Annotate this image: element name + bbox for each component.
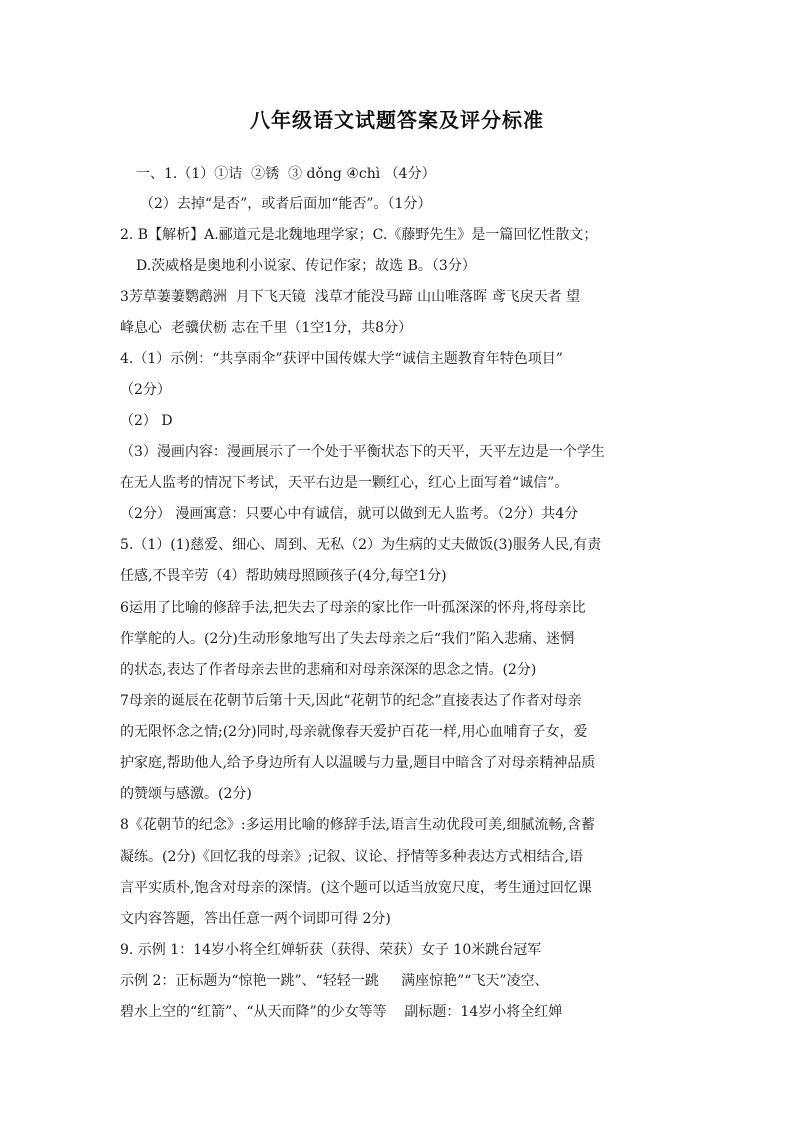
- answer-line-3-1: 3芳草萋萋鹦鹉洲 月下飞天镜 浅草才能没马蹄 山山唯落晖 鸢飞戾天者 望: [120, 289, 581, 305]
- answer-line-8-2: 凝练。(2分)《回忆我的母亲》;记叙、议论、抒情等多种表达方式相结合,语: [120, 849, 583, 865]
- answer-line-8-4: 文内容答题，答出任意一两个词即可得 2分): [120, 911, 391, 927]
- answer-line-6-1: 6运用了比喻的修辞手法,把失去了母亲的家比作一叶孤深深的怀舟,将母亲比: [120, 600, 586, 616]
- answer-line-1-2: （2）去掉“是否”，或者后面加“能否”。（1分）: [140, 196, 432, 212]
- answer-line-9-2: 示例 2：正标题为“惊艳一跳”、“轻轻一跳 满座惊艳”“飞天”凌空、: [120, 973, 549, 989]
- document-title: 八年级语文试题答案及评分标准: [250, 108, 544, 132]
- answer-line-7-3: 护家庭,帮助他人,给予身边所有人以温暖与力量,题目中暗含了对母亲精神品质: [120, 755, 596, 771]
- answer-line-5-2: 任感,不畏辛劳（4）帮助姨母照顾孩子(4分,每空1分): [120, 568, 447, 584]
- answer-line-2-1: 2. B【解析】A.郦道元是北魏地理学家；C.《藤野先生》是一篇回忆性散文；: [120, 227, 598, 243]
- answer-line-7-4: 的赞颂与感激。(2分): [120, 786, 252, 802]
- answer-line-4-5: 在无人监考的情况下考试，天平右边是一颗红心，红心上面写着“诚信”。: [120, 475, 569, 491]
- answer-line-8-3: 言平实质朴,饱含对母亲的深情。(这个题可以适当放宽尺度，考生通过回忆课: [120, 880, 592, 896]
- answer-line-5-1: 5.（1）(1)慈爱、细心、周到、无私（2）为生病的丈夫做饭(3)服务人民,有责: [120, 537, 602, 553]
- answer-line-4-6: （2分） 漫画寓意：只要心中有诚信，就可以做到无人监考。（2分）共4分: [120, 506, 579, 522]
- answer-line-7-2: 的无限怀念之情;(2分)同时,母亲就像春天爱护百花一样,用心血哺育子女，爱: [120, 724, 588, 740]
- answer-line-9-3: 碧水上空的“红箭”、“从天而降”的少女等等 副标题：14岁小将全红婵: [120, 1004, 563, 1020]
- answer-line-9-1: 9. 示例 1：14岁小将全红婵斩获（获得、荣获）女子 10米跳台冠军: [120, 942, 542, 958]
- answer-line-8-1: 8《花朝节的纪念》:多运用比喻的修辞手法,语言生动优段可美,细腻流畅,含蓄: [120, 817, 595, 833]
- answer-line-2-2: D.茨威格是奥地利小说家、传记作家；故选 B。（3分）: [136, 258, 476, 274]
- answer-line-3-2: 峰息心 老骥伏枥 志在千里（1空1分，共8分）: [120, 320, 413, 336]
- answer-line-4-3: （2） D: [120, 413, 173, 429]
- answer-line-1-1: 一、1.（1）①诘 ②锈 ③ dǒng ④chì （4分）: [136, 166, 436, 182]
- answer-line-6-2: 作掌舵的人。(2分)生动形象地写出了失去母亲之后“我们”陷入悲痛、迷惘: [120, 631, 575, 647]
- answer-line-4-2: （2分）: [120, 382, 171, 398]
- answer-line-4-4: （3）漫画内容：漫画展示了一个处于平衡状态下的天平，天平左边是一个学生: [120, 444, 605, 460]
- answer-line-6-3: 的状态,表达了作者母亲去世的悲痛和对母亲深深的思念之情。(2分): [120, 662, 537, 678]
- answer-line-7-1: 7母亲的诞辰在花朝节后第十天,因此“花朝节的纪念”直接表达了作者对母亲: [120, 693, 582, 709]
- answer-line-4-1: 4.（1）示例：“共享雨伞”获评中国传媒大学“诚信主题教育年特色项目”: [120, 351, 563, 367]
